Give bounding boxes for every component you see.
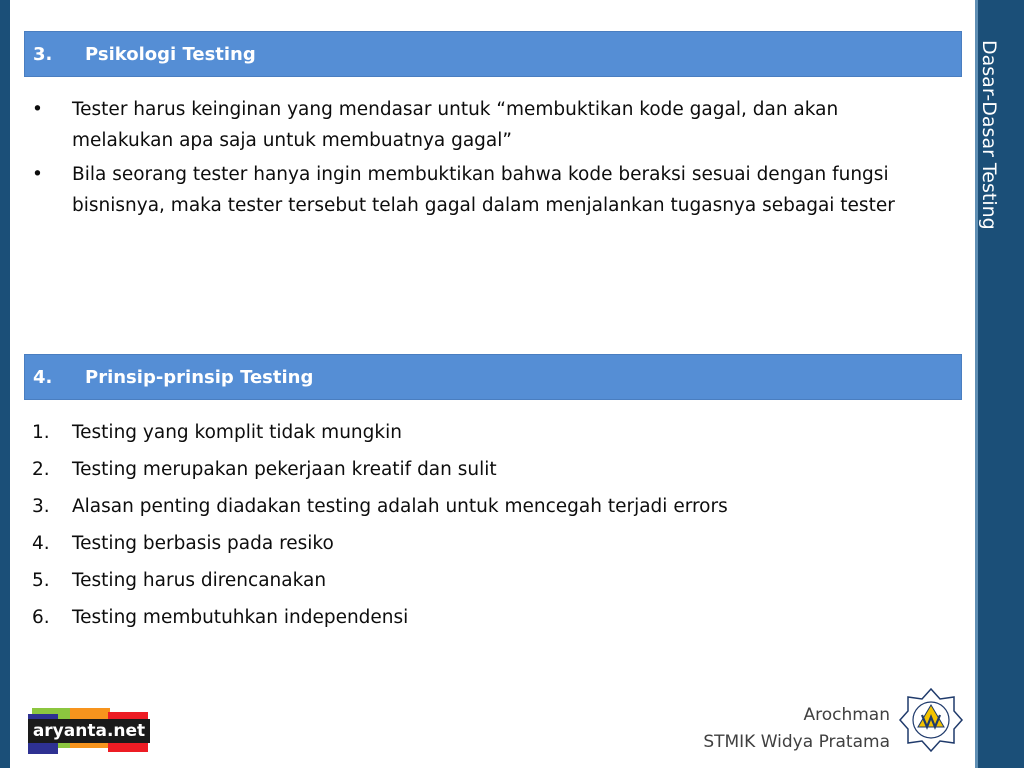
bullet-icon: •	[32, 164, 43, 185]
list-text: Alasan penting diadakan testing adalah untuk mencegah terjadi errors	[72, 496, 728, 517]
institution-name: STMIK Widya Pratama	[703, 732, 890, 752]
list-number: 1.	[32, 422, 50, 443]
section-4-header	[24, 354, 962, 400]
logo-text: aryanta.net	[28, 719, 150, 743]
list-item	[32, 414, 932, 451]
bullet-text: Tester harus keinginan yang mendasar untuk “membuktikan kode gagal, dan akan melakukan apa saja untuk membuatnya gagal”	[72, 99, 839, 151]
section-4-number: 4.	[33, 366, 53, 388]
author-name: Arochman	[803, 705, 890, 725]
bullet-item	[32, 159, 932, 221]
list-item	[32, 562, 932, 599]
bullet-icon: •	[32, 99, 43, 120]
left-border	[0, 0, 10, 768]
section-3-header	[24, 31, 962, 77]
list-text: Testing membutuhkan independensi	[72, 607, 409, 628]
list-item	[32, 599, 932, 636]
section-3-number: 3.	[33, 43, 53, 65]
list-text: Testing berbasis pada resiko	[72, 533, 334, 554]
section-3-title: Psikologi Testing	[85, 43, 256, 65]
section-3-bullet-list	[32, 94, 932, 224]
list-number: 6.	[32, 607, 50, 628]
list-number: 3.	[32, 496, 50, 517]
bullet-text: Bila seorang tester hanya ingin membuktikan bahwa kode beraksi sesuai dengan fungsi bisnisnya, maka tester tersebut telah gagal dalam menjalankan tugasnya sebagai tester	[72, 164, 895, 216]
aryanta-logo	[28, 708, 150, 752]
list-item	[32, 525, 932, 562]
list-number: 4.	[32, 533, 50, 554]
list-text: Testing yang komplit tidak mungkin	[72, 422, 402, 443]
footer-author-block	[703, 702, 890, 756]
list-item	[32, 451, 932, 488]
section-4-title: Prinsip-prinsip Testing	[85, 366, 314, 388]
list-item	[32, 488, 932, 525]
list-text: Testing merupakan pekerjaan kreatif dan sulit	[72, 459, 497, 480]
bullet-item	[32, 94, 932, 156]
list-number: 5.	[32, 570, 50, 591]
list-text: Testing harus direncanakan	[72, 570, 327, 591]
section-4-numbered-list	[32, 414, 932, 636]
list-number: 2.	[32, 459, 50, 480]
school-seal-icon	[898, 687, 964, 753]
side-title: Dasar-Dasar Testing	[978, 40, 1000, 230]
